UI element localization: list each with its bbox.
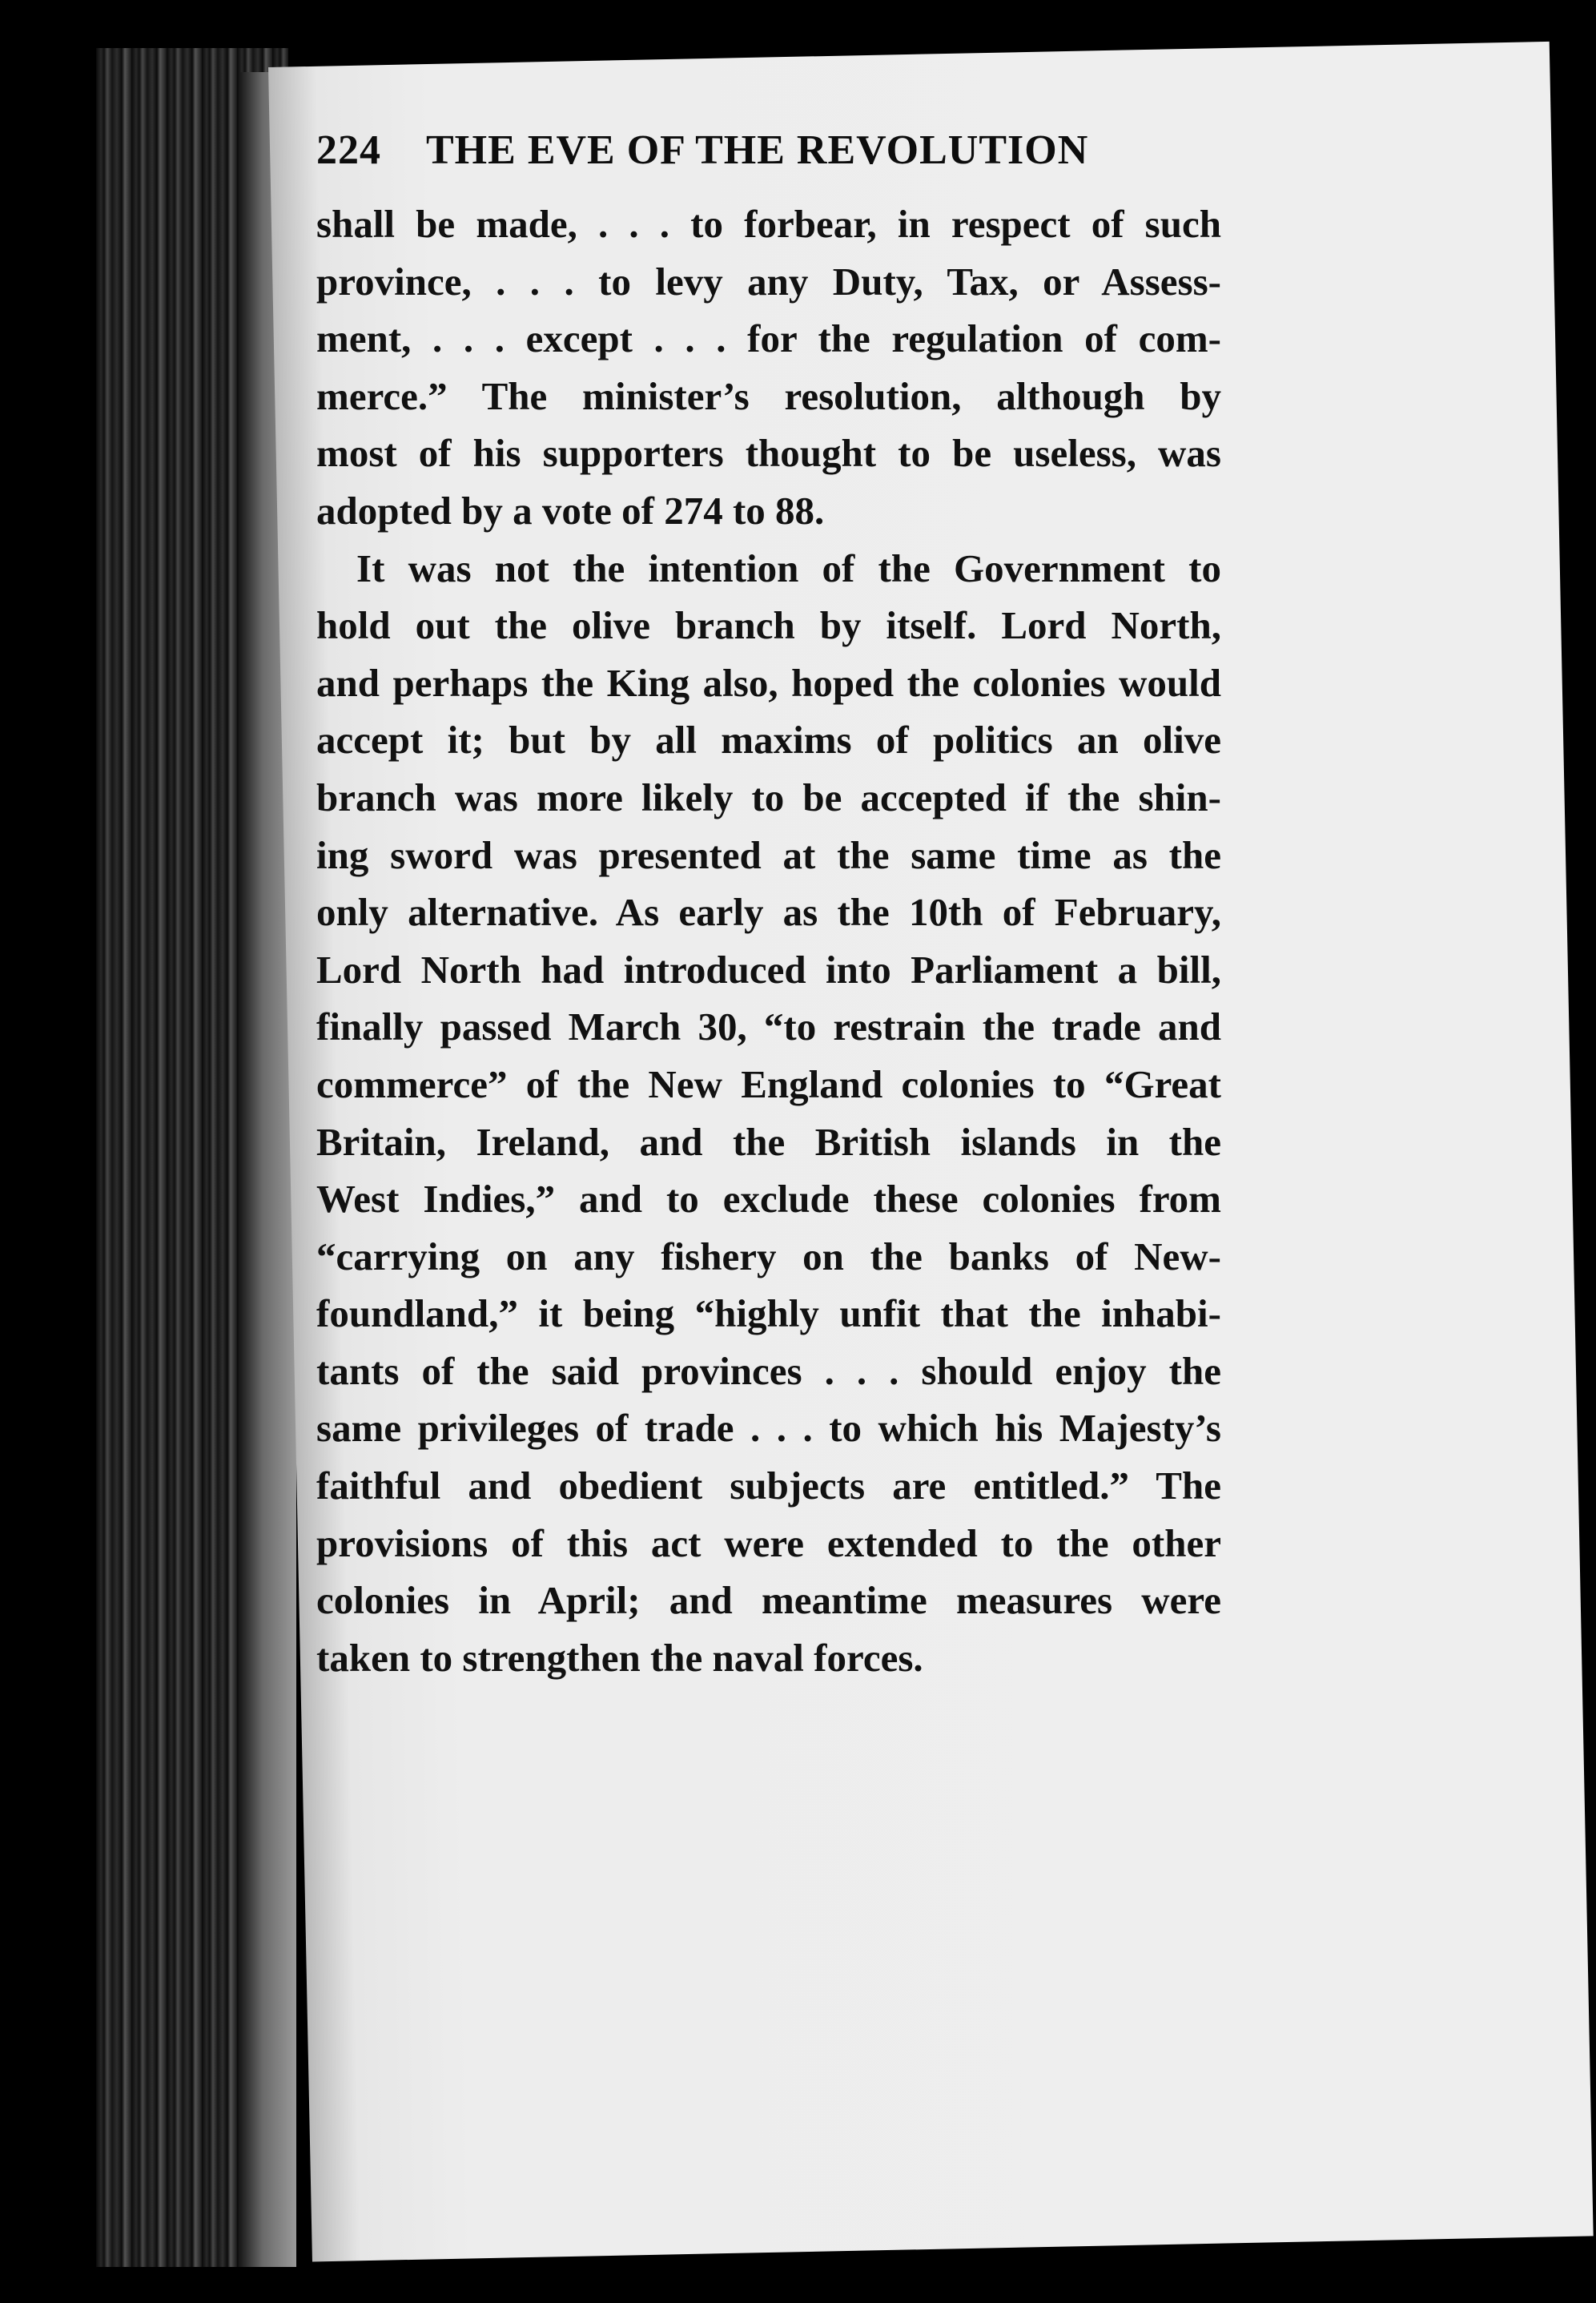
text-line: shall be made, . . . to forbear, in respect of such — [316, 202, 1221, 246]
page-header — [316, 127, 1237, 174]
text-line: tants of the said provinces . . . should enjoy the — [316, 1348, 1221, 1393]
text-line: hold out the olive branch by itself. Lord North, — [316, 603, 1221, 648]
text-line: Britain, Ireland, and the British islands in the — [316, 1119, 1221, 1164]
text-line: province, . . . to levy any Duty, Tax, or Assess- — [316, 259, 1221, 304]
text-line: foundland,” it being “highly unfit that the inhabi- — [316, 1291, 1221, 1336]
text-line: taken to strengthen the naval forces. — [316, 1635, 923, 1680]
text-line: branch was more likely to be accepted if the shin- — [316, 775, 1221, 819]
text-line: only alternative. As early as the 10th of February, — [316, 890, 1221, 935]
running-head: THE EVE OF THE REVOLUTION — [426, 127, 1089, 173]
paragraph — [316, 540, 1221, 1687]
text-line: most of his supporters thought to be useless, was — [316, 431, 1221, 476]
text-line: “carrying on any fishery on the banks of New- — [316, 1234, 1221, 1278]
text-line: It was not the intention of the Government to — [356, 546, 1221, 590]
text-line: ing sword was presented at the same time as the — [316, 832, 1221, 877]
text-line: colonies in April; and meantime measures were — [316, 1578, 1221, 1623]
text-line: accept it; but by all maxims of politics an olive — [316, 718, 1221, 763]
text-line: same privileges of trade . . . to which his Majesty’s — [316, 1406, 1221, 1451]
text-line: commerce” of the New England colonies to “Great — [316, 1061, 1221, 1106]
text-line: Lord North had introduced into Parliament a bill, — [316, 947, 1221, 992]
text-line: West Indies,” and to exclude these colonies from — [316, 1177, 1221, 1222]
text-line: adopted by a vote of 274 to 88. — [316, 488, 825, 533]
text-line: provisions of this act were extended to the other — [316, 1520, 1221, 1565]
paragraph — [316, 195, 1221, 540]
text-line: merce.” The minister’s resolution, although by — [316, 373, 1221, 418]
text-line: and perhaps the King also, hoped the colonies would — [316, 660, 1221, 705]
text-line: finally passed March 30, “to restrain the trade and — [316, 1005, 1221, 1049]
text-line: ment, . . . except . . . for the regulation of com- — [316, 316, 1221, 361]
text-line: faithful and obedient subjects are entitled.” The — [316, 1464, 1221, 1508]
body-text — [316, 195, 1221, 1686]
page-number: 224 — [316, 127, 381, 173]
